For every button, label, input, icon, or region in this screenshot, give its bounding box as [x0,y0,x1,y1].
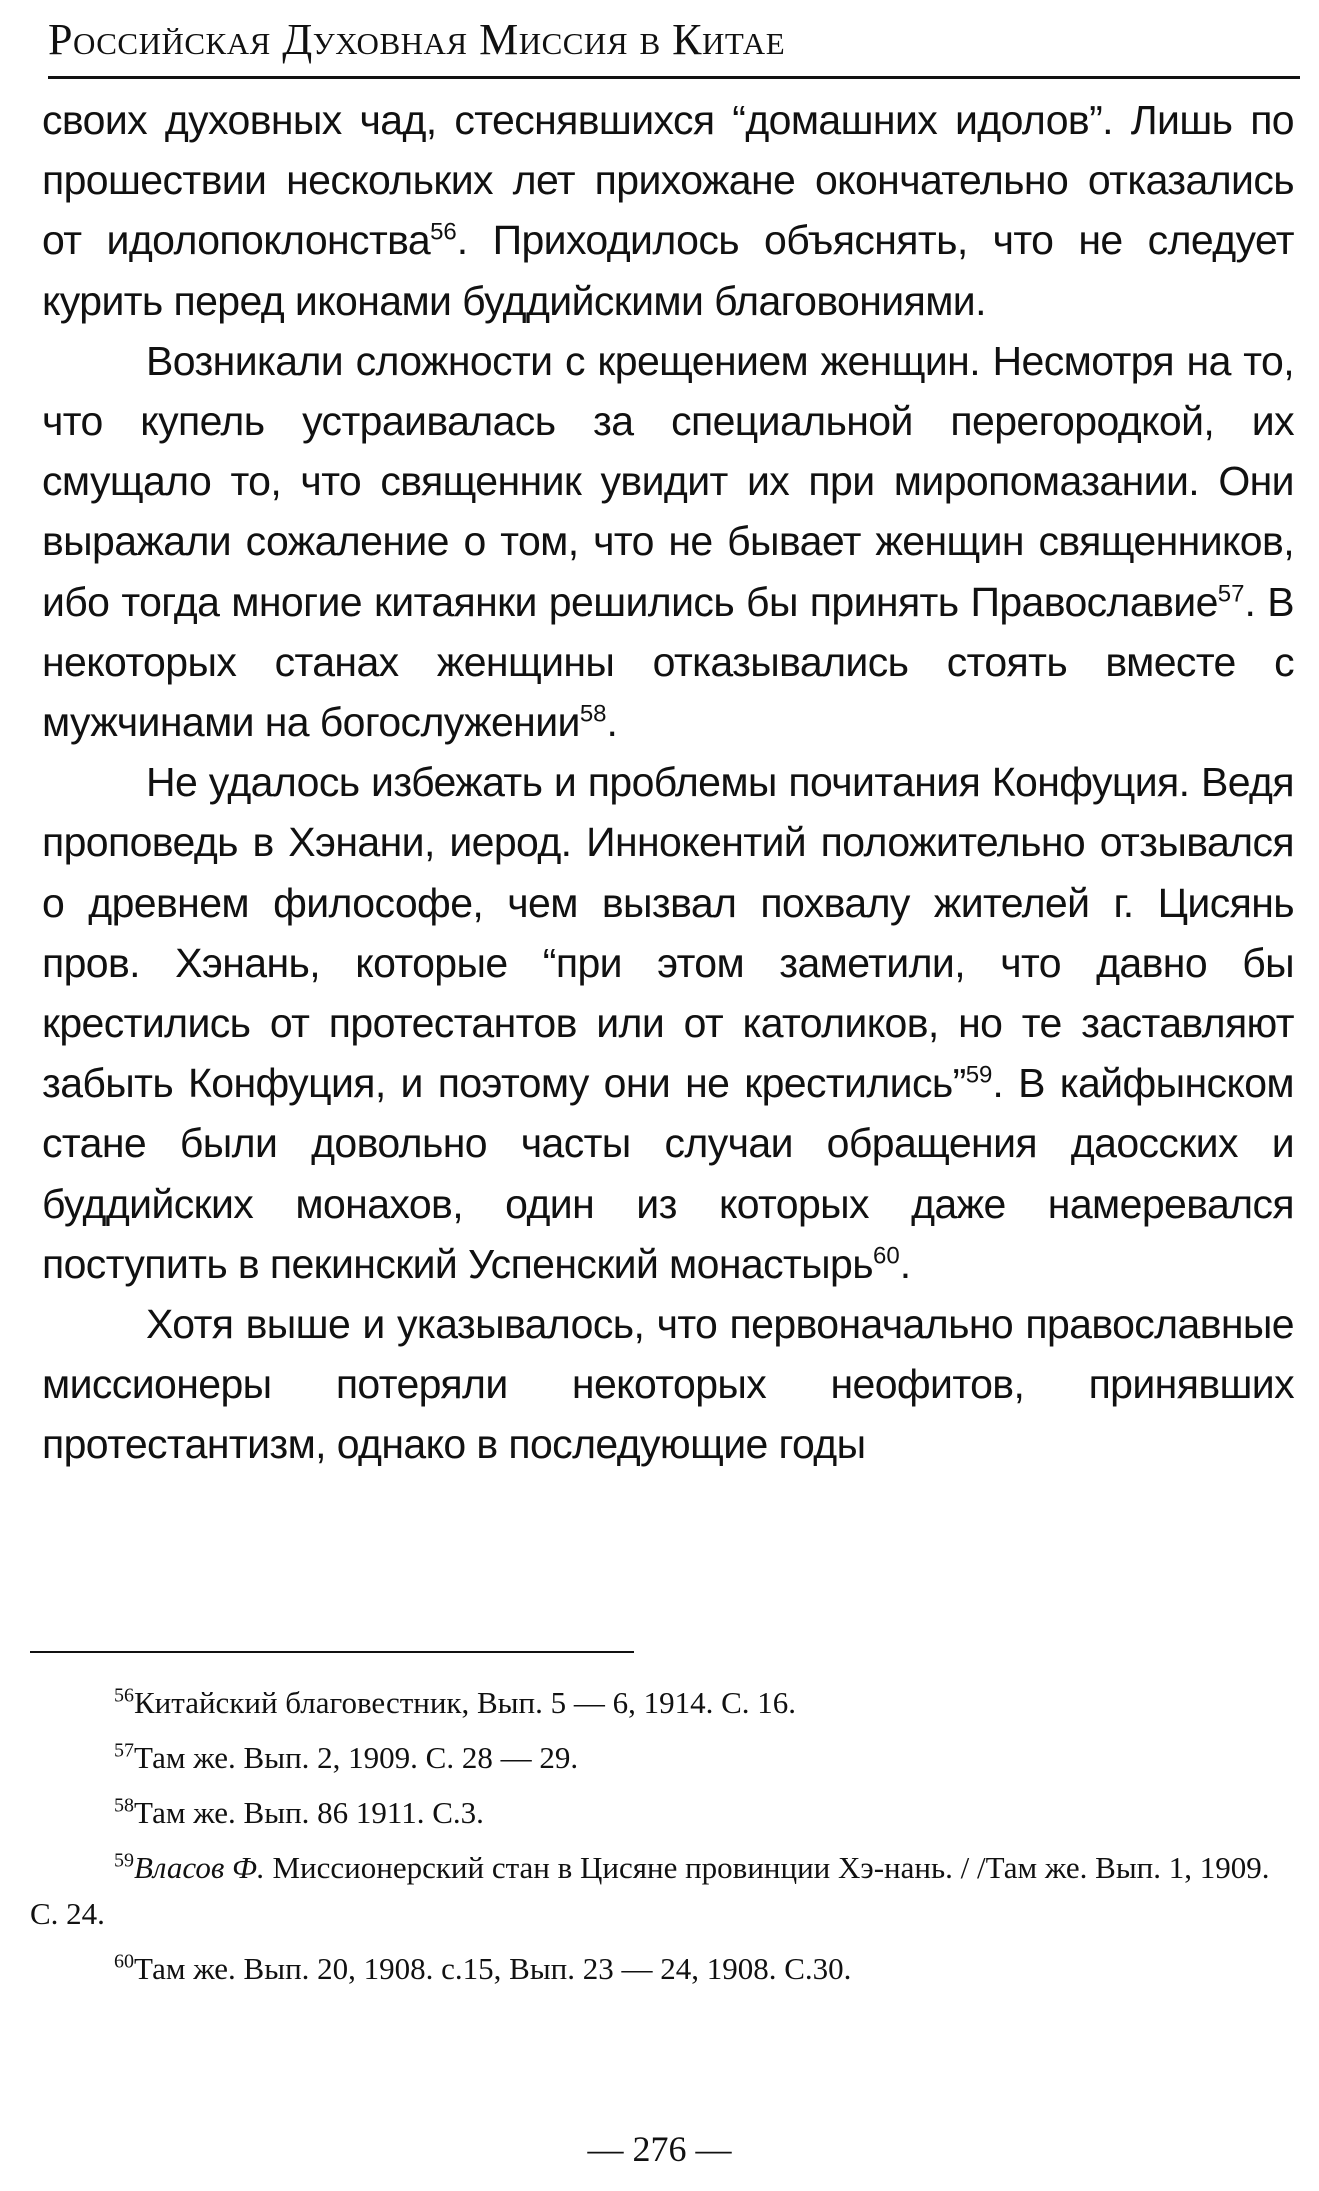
paragraph-text: Не удалось избежать и проблемы почитания Конфуция. Ведя проповедь в Хэнани, иерод. Иннокентий положительно отзывался о древнем философе, чем вызвал похвалу жителей г. Цисянь пров. Хэнань, которые “при этом заметили, что давно бы крестились от протестантов или от католиков, но те заставляют забыть Конфуция, и поэтому они не крестились” [42,759,1294,1107]
footnote-marker-57[interactable]: 57 [1217,579,1245,607]
footnote-marker-56[interactable]: 56 [430,218,457,246]
footnote-text: Там же. Вып. 20, 1908. с.15, Вып. 23 — 24, 1908. С.30. [134,1951,852,1986]
footnote-marker-58[interactable]: 58 [579,700,607,728]
footnote-marker-60[interactable]: 60 [873,1242,900,1270]
footnote-58 [30,1790,1288,1836]
footnote-text: Китайский благовестник, Вып. 5 — 6, 1914. С. 16. [134,1685,797,1720]
footnote-text: Миссионерский стан в Цисяне провинции Хэ-нань. / /Там же. Вып. 1, 1909. С. 24. [30,1850,1270,1931]
footnote-rule [30,1651,634,1653]
running-head: Российская Духовная Миссия в Китае [48,15,786,64]
paragraph-text: . Приходилось объяснять, что не следует курить перед иконами буддийскими благовониями. [42,217,1294,324]
footnote-number: 56 [114,1684,134,1707]
footnote-number: 60 [114,1950,134,1973]
footnote-60 [30,1946,1288,1992]
paragraph-text: Возникали сложности с крещением женщин. Несмотря на то, что купель устраивалась за специальной перегородкой, их смущало то, что священник увидит их при миропомазании. Они выражали сожаление о том, что не бывает женщин священников, ибо тогда многие китаянки решились бы принять Православие [42,337,1294,625]
footnote-number: 59 [114,1849,134,1872]
paragraph-4 [42,1294,1294,1475]
footnotes [30,1680,1288,2001]
paragraph-3 [42,752,1294,1294]
paragraph-text: . В кайфынском стане были довольно часты случаи обращения даосских и буддийских монахов, один из которых даже намеревался поступить в пекинский Успенский монастырь [42,1060,1294,1287]
footnote-author: Власов Ф. [134,1850,265,1885]
paragraph-text: . [899,1240,911,1287]
paragraph-text: . В некоторых станах женщины отказывались стоять вместе с мужчинами на богослужении [42,578,1294,746]
footnote-number: 58 [114,1794,134,1817]
paragraph-text: . [606,699,618,746]
body-text [42,90,1294,1475]
paragraph-text: Хотя выше и указывалось, что первоначально православные миссионеры потеряли некоторых неофитов, принявших протестантизм, однако в последующие годы [42,1301,1294,1468]
paragraph-text: своих духовных чад, стеснявшихся “домашних идолов”. Лишь по прошествии нескольких лет прихожане окончательно отказались от идолопоклонства [42,97,1294,264]
header-rule [48,76,1300,79]
footnote-57 [30,1735,1288,1781]
footnote-56 [30,1680,1288,1726]
footnote-marker-59[interactable]: 59 [965,1061,993,1089]
footnote-text: Там же. Вып. 2, 1909. С. 28 — 29. [134,1740,579,1775]
footnote-59 [30,1845,1288,1937]
paragraph-1 [42,90,1294,331]
paragraph-2 [42,331,1294,752]
footnote-text: Там же. Вып. 86 1911. С.3. [134,1795,484,1830]
footnote-number: 57 [114,1739,134,1762]
page-number: — 276 — [587,2129,732,2169]
